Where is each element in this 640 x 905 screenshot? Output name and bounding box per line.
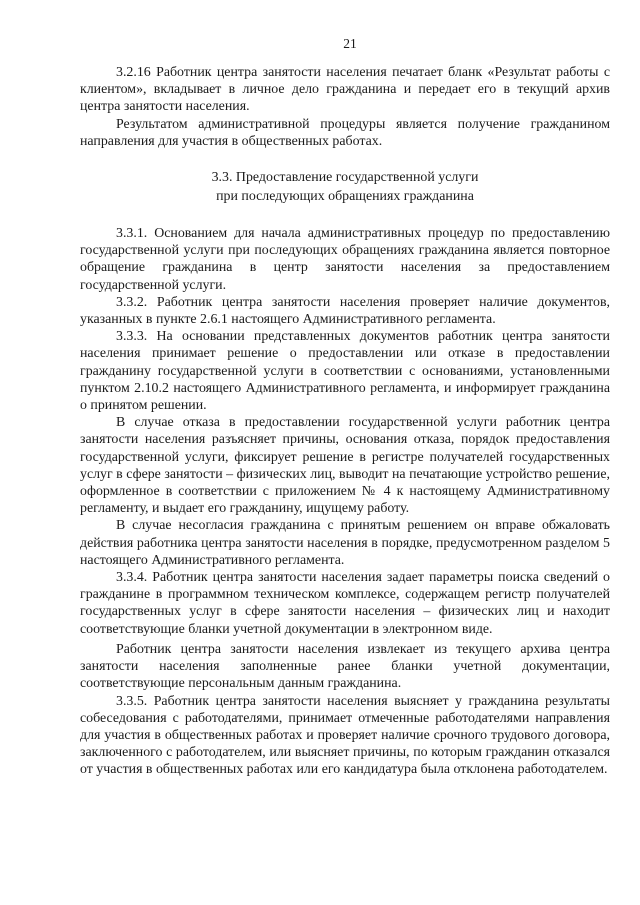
section-heading-line2: при последующих обращениях гражданина [216, 189, 474, 205]
paragraph-appeal: В случае несогласия гражданина с принятым решением он вправе обжаловать действия работника центра занятости населения в порядке, предусмотренном разделом 5 настоящего Административного регламента. [80, 518, 610, 568]
paragraph-3-3-5: 3.3.5. Работник центра занятости населения выясняет у гражданина результаты собеседования с работодателями, принимает отмеченные работодателями направления для участия в общественных работах и проверяет наличие срочного трудового договора, заключенного с работодателем, или выясняет причины, по которым гражданин отказался от участия в общественных работах или его кандидатура была отклонена работодателем. [80, 693, 610, 778]
paragraph-procedure-result: Результатом административной процедуры является получение гражданином направления для участия в общественных работах. [80, 116, 610, 149]
page-number: 21 [343, 36, 357, 51]
section-heading [80, 168, 610, 206]
paragraph-archive: Работник центра занятости населения извлекает из текущего архива центра занятости населения заполненные ранее бланки учетной документации, соответствующие персональным данным гражданина. [80, 641, 610, 692]
section-heading-line1: 3.3. Предоставление государственной услуги [211, 170, 479, 186]
paragraph-refusal: В случае отказа в предоставлении государственной услуги работник центра занятости населения разъясняет причины, основания отказа, порядок предоставления государственной услуги, фиксирует решение в регистре получателей государственных услуг в сфере занятости – физических лиц, выводит на печатающие устройство решение, оформленное в соответствии с приложением № 4 к настоящему Административному регламенту, и выдает его гражданину, ищущему работу. [80, 415, 610, 517]
paragraph-3-3-3: 3.3.3. На основании представленных документов работник центра занятости населения принимает решение о предоставлении или отказе в предоставлении гражданину государственной услуги в соответствии с основаниями, установленными пунктом 2.10.2 настоящего Административного регламента, и информирует гражданина о принятом решении. [80, 329, 610, 414]
paragraph-3-3-1: 3.3.1. Основанием для начала административных процедур по предоставлению государственной услуги при последующих обращениях гражданина является повторное обращение гражданина в центр занятости населения за предоставлением государственной услуги. [80, 226, 610, 293]
paragraph-3-3-4: 3.3.4. Работник центра занятости населения задает параметры поиска сведений о гражданине в программном техническом комплексе, содержащем регистр получателей государственных услуг в сфере занятости населения – физических лиц и находит соответствующие бланки учетной документации в электронном виде. [80, 570, 610, 637]
paragraph-3-3-2: 3.3.2. Работник центра занятости населения проверяет наличие документов, указанных в пункте 2.6.1 настоящего Административного регламента. [80, 294, 610, 328]
paragraph-3-2-16: 3.2.16 Работник центра занятости населения печатает бланк «Результат работы с клиентом», вкладывает в личное дело гражданина и передает его в текущий архив центра занятости населения. [80, 65, 610, 115]
